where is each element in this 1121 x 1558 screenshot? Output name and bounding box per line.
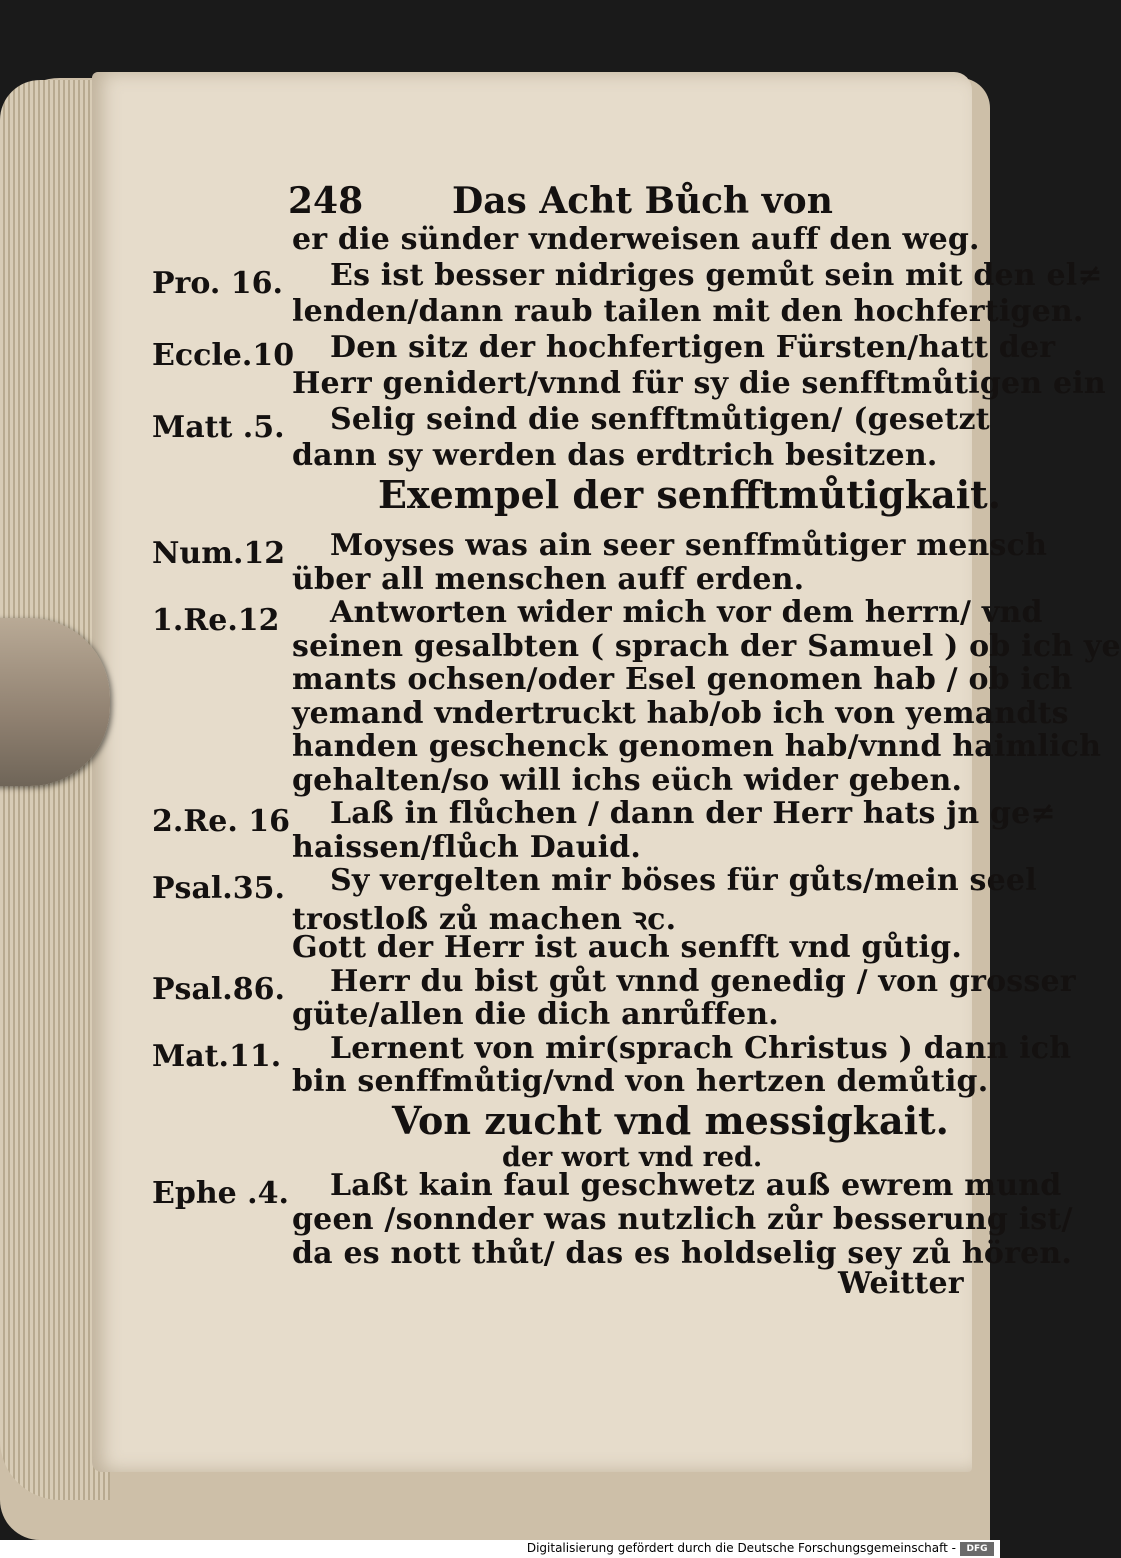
text-line: mants ochsen/oder Esel genomen hab / ob ich: [292, 662, 1073, 697]
text-line: Antworten wider mich vor dem herrn/ vnd: [330, 595, 1043, 630]
text-line: Herr du bist gůt vnnd genedig / von grosser: [330, 963, 1076, 999]
margin-reference: Matt .5.: [152, 410, 285, 445]
text-line: trostloß zů machen ꝛc.: [292, 901, 677, 937]
margin-reference: 1.Re.12: [152, 603, 280, 638]
margin-reference: Eccle.10: [152, 338, 295, 373]
running-title: Das Acht Bůch von: [452, 180, 833, 222]
text-line: gehalten/so will ichs eüch wider geben.: [292, 762, 963, 798]
footer-credit: Digitalisierung gefördert durch die Deutsche Forschungsgemeinschaft -: [526, 1541, 956, 1555]
dfg-logo: DFG: [960, 1542, 994, 1556]
text-line: Laßt kain faul geschwetz auß ewrem mund: [330, 1168, 1062, 1203]
text-line: er die sünder vnderweisen auff den weg.: [292, 222, 980, 257]
text-line: handen geschenck genomen hab/vnnd haimlich: [292, 729, 1102, 764]
page-number: 248: [288, 180, 364, 222]
text-line: Es ist besser nidriges gemůt sein mit den el≠: [330, 258, 1103, 293]
margin-reference: Pro. 16.: [152, 266, 283, 301]
margin-reference: Num.12: [152, 536, 286, 571]
text-line: haissen/flůch Dauid.: [292, 829, 641, 865]
margin-reference: Ephe .4.: [152, 1176, 289, 1211]
section-subtitle-2: der wort vnd red.: [502, 1142, 763, 1173]
text-line: da es nott thůt/ das es holdselig sey zů hören.: [292, 1236, 1073, 1271]
text-line: Herr genidert/vnnd für sy die senfftmůtigen ein: [292, 366, 1106, 401]
text-line: Gott der Herr ist auch senfft vnd gůtig.: [292, 930, 962, 965]
margin-reference: 2.Re. 16: [152, 804, 290, 839]
text-line: güte/allen die dich anrůffen.: [292, 997, 779, 1032]
text-line: Moyses was ain seer senffmůtiger mensch: [330, 528, 1048, 563]
text-line: geen /sonnder was nutzlich zůr besserung ist/: [292, 1202, 1073, 1237]
text-line: bin senffmůtig/vnd von hertzen demůtig.: [292, 1064, 989, 1099]
catchword: Weitter: [838, 1266, 964, 1301]
text-line: lenden/dann raub tailen mit den hochfertigen.: [292, 294, 1084, 329]
text-line: yemand vndertruckt hab/ob ich von yemandts: [292, 695, 1069, 731]
text-line: dann sy werden das erdtrich besitzen.: [292, 438, 938, 473]
text-line: über all menschen auff erden.: [292, 561, 805, 597]
text-line: seinen gesalbten ( sprach der Samuel ) ob ich ye: [292, 628, 1121, 664]
margin-reference: Psal.86.: [152, 971, 285, 1007]
text-line: Laß in flůchen / dann der Herr hats jn ge≠: [330, 796, 1056, 831]
section-title-1: Exempel der senfftmůtigkait.: [378, 472, 1001, 517]
section-title-2: Von zucht vnd messigkait.: [392, 1098, 949, 1143]
text-line: Lernent von mir(sprach Christus ) dann ich: [330, 1030, 1072, 1066]
text-line: Den sitz der hochfertigen Fürsten/hatt der: [330, 330, 1056, 365]
text-line: Selig seind die senfftmůtigen/ (gesetzt: [330, 402, 990, 437]
margin-reference: Mat.11.: [152, 1038, 282, 1074]
text-line: Sy vergelten mir böses für gůts/mein seel: [330, 863, 1037, 898]
margin-reference: Psal.35.: [152, 871, 285, 906]
